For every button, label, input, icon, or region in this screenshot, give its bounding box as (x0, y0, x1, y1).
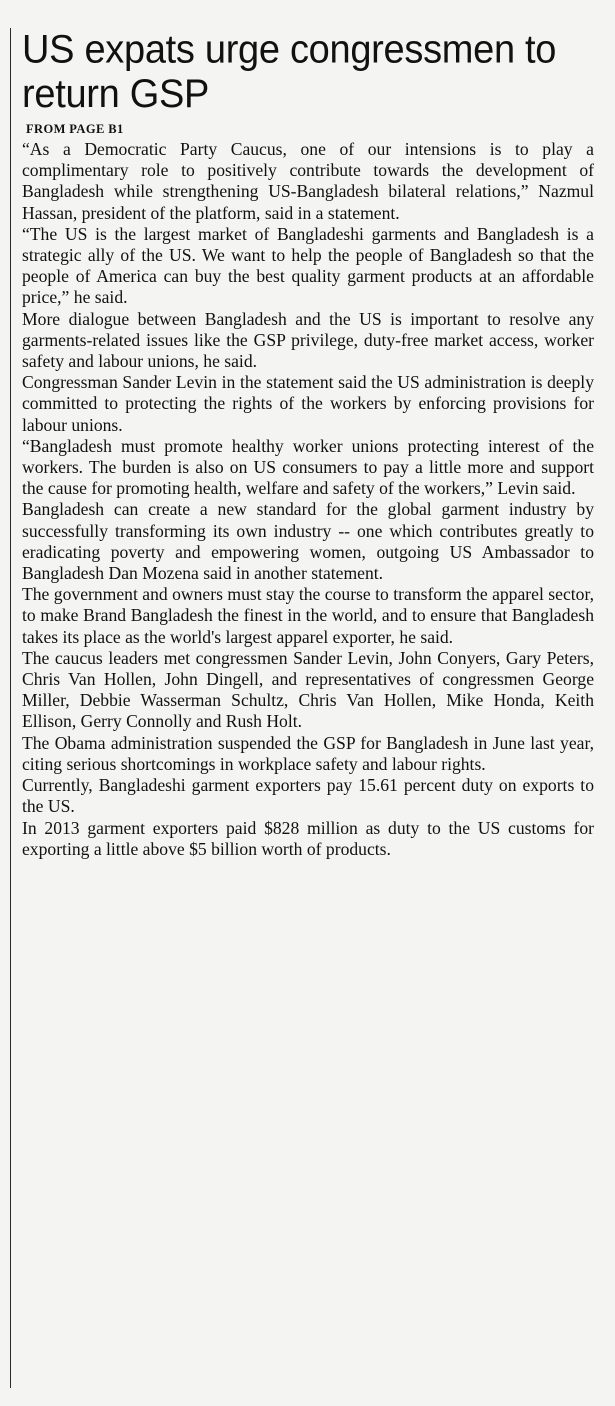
news-article (22, 28, 594, 860)
paragraph-3: More dialogue between Bangladesh and the US is important to resolve any garments-related issues like the GSP privilege, duty-free market access, worker safety and labour unions, he said. (22, 308, 594, 372)
article-body (22, 139, 594, 860)
paragraph-10: Currently, Bangladeshi garment exporters pay 15.61 percent duty on exports to the US. (22, 775, 594, 817)
paragraph-2: “The US is the largest market of Bangladeshi garments and Bangladesh is a strategic ally of the US. We want to help the people of Bangladesh so that the people of America can buy the best quality garment products at an affordable price,” he said. (22, 223, 594, 308)
column-rule (10, 28, 11, 1388)
paragraph-5: “Bangladesh must promote healthy worker unions protecting interest of the workers. The burden is also on US consumers to pay a little more and support the cause for promoting health, welfare and safety of the workers,” Levin said. (22, 435, 594, 499)
paragraph-6: Bangladesh can create a new standard for the global garment industry by successfully transforming its own industry -- one which contributes greatly to eradicating poverty and empowering women, outgoing US Ambassador to Bangladesh Dan Mozena said in another statement. (22, 499, 594, 584)
paragraph-1: “As a Democratic Party Caucus, one of our intensions is to play a complimentary role to positively contribute towards the development of Bangladesh while strengthening US-Bangladesh bilateral relations,” Nazmul Hassan, president of the platform, said in a statement. (22, 139, 594, 223)
continued-from-label: FROM PAGE B1 (26, 122, 124, 136)
headline: US expats urge congressmen to return GSP (22, 28, 557, 117)
paragraph-7: The government and owners must stay the course to transform the apparel sector, to make Brand Bangladesh the finest in the world, and to ensure that Bangladesh takes its place as the world's largest apparel exporter, he said. (22, 584, 594, 647)
paragraph-9: The Obama administration suspended the GSP for Bangladesh in June last year, citing serious shortcomings in workplace safety and labour rights. (22, 732, 594, 774)
paragraph-8: The caucus leaders met congressmen Sander Levin, John Conyers, Gary Peters, Chris Van Hollen, John Dingell, and representatives of congressmen George Miller, Debbie Wasserman Schultz, Chris Van Hollen, Mike Honda, Keith Ellison, Gerry Connolly and Rush Holt. (22, 647, 594, 732)
paragraph-11: In 2013 garment exporters paid $828 million as duty to the US customs for exporting a little above $5 billion worth of products. (22, 817, 594, 859)
paragraph-4: Congressman Sander Levin in the statement said the US administration is deeply committed to protecting the rights of the workers by enforcing provisions for labour unions. (22, 372, 594, 435)
